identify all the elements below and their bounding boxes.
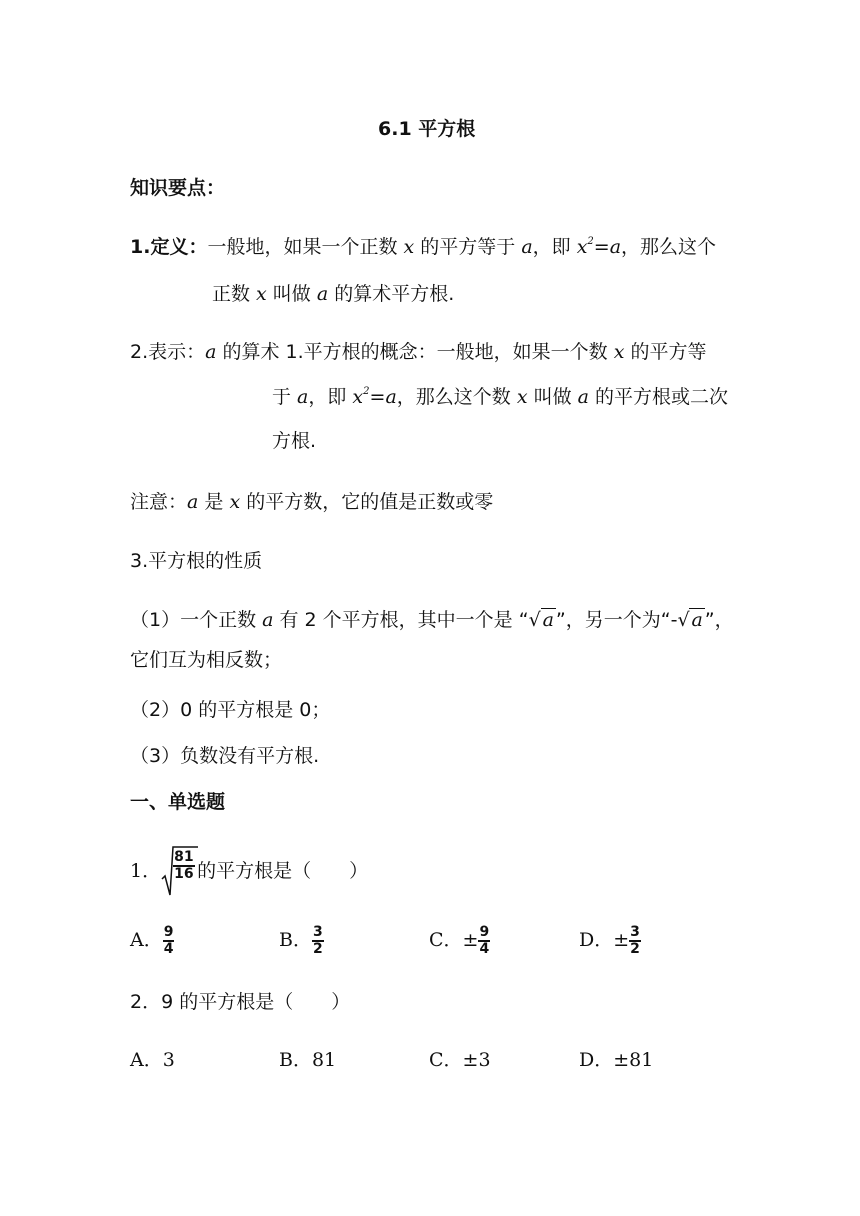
option-label: C． [429,929,463,951]
option-value: ±81 [613,1049,654,1071]
var-a: a [187,491,199,513]
sqrt-a [529,607,556,633]
q1-option-a[interactable] [130,925,174,957]
text: 2.表示： [130,341,206,363]
property-1-line-1 [130,607,734,633]
var-a: a [521,236,533,258]
text: 叫做 [266,283,317,305]
question-text: 的平方根是（ ） [197,860,369,882]
fraction [163,925,175,957]
text: 叫做 [527,386,578,408]
text: 注意： [130,491,188,513]
definition-line-1 [130,234,716,264]
text: 有 2 个平方根，其中一个是 “ [273,609,529,631]
option-label: B． [279,929,312,951]
property-3: （3）负数没有平方根. [130,745,320,767]
q2-option-b[interactable] [279,1045,336,1075]
property-1-line-2: 它们互为相反数； [130,649,283,671]
var-a: a [542,609,554,631]
representation-line-1 [130,339,706,365]
var-a: a [691,609,703,631]
text: ”， [704,609,734,631]
var-a: a [385,386,397,408]
denominator: 16 [174,866,194,882]
radical-sign: √ [677,609,690,631]
properties-heading: 3.平方根的性质 [130,550,263,572]
sqrt-a [677,607,704,633]
q1-option-d[interactable] [579,925,641,957]
var-a: a [297,386,309,408]
text: 的平方等 [624,341,707,363]
text: （1）一个正数 [130,609,263,631]
option-label: D． [579,929,614,951]
property-2: （2）0 的平方根是 0； [130,699,331,721]
representation-line-3: 方根. [272,430,317,452]
text: ，那么这个数 [396,386,517,408]
numerator: 3 [312,924,323,940]
var-a: a [205,341,217,363]
q1-option-c[interactable] [429,925,490,957]
denominator: 4 [479,941,490,957]
fraction [173,850,194,882]
question-1 [130,845,368,897]
exponent: 2 [363,386,370,397]
var-x: x [256,283,267,305]
note-line [130,489,493,515]
q2-option-d[interactable] [579,1045,653,1075]
fraction [478,925,490,957]
var-x: x [516,386,528,408]
q1-option-b[interactable] [279,925,324,957]
text: 的算术平方根. [328,283,455,305]
option-prefix: ± [462,929,479,951]
equals: = [369,386,386,408]
representation-line-2 [272,384,728,414]
text: ，即 [308,386,353,408]
q2-option-a[interactable] [130,1045,175,1075]
text: 的平方等于 [414,236,522,258]
equals: = [593,236,610,258]
option-label: B． [279,1049,312,1071]
var-x: x [229,491,241,513]
numerator: 9 [479,924,490,940]
page-title: 6.1 平方根 [378,118,476,140]
var-x: x [352,386,364,408]
var-a: a [316,283,329,305]
var-x: x [613,341,625,363]
option-value: 81 [311,1049,337,1071]
fraction [629,925,641,957]
exponent: 2 [587,236,594,247]
knowledge-heading: 知识要点： [130,177,226,199]
option-label: D． [579,1049,614,1071]
denominator: 2 [630,941,640,957]
radical-sign: √ [528,609,541,631]
text: 的平方根或二次 [588,386,728,408]
text: 的算术 1.平方根的概念：一般地，如果一个数 [216,341,614,363]
var-x: x [576,236,588,258]
text: 是 [198,491,230,513]
text: ”，另一个为“- [555,609,678,631]
option-value: ±3 [462,1049,491,1071]
q2-option-c[interactable] [429,1045,491,1075]
option-label: A． [130,929,163,951]
definition-label: 1.定义： [130,236,208,258]
question-2: 2．9 的平方根是（ ） [130,991,351,1013]
definition-line-2 [212,281,454,307]
var-a: a [609,236,622,258]
text: ，那么这个 [621,236,717,258]
text: 于 [272,386,298,408]
text: 的平方数，它的值是正数或零 [240,491,494,513]
text: 一般地，如果一个正数 [207,236,404,258]
denominator: 4 [163,941,174,957]
text: ，即 [532,236,577,258]
section-heading: 一、单选题 [130,791,226,813]
text: 正数 [212,283,257,305]
var-a: a [577,386,589,408]
option-label: A． [130,1049,163,1071]
numerator: 3 [630,924,640,940]
fraction [312,925,324,957]
denominator: 2 [312,941,323,957]
var-x: x [403,236,415,258]
option-value: 3 [162,1049,175,1071]
question-number: 1． [130,860,162,882]
option-label: C． [429,1049,463,1071]
numerator: 9 [163,924,174,940]
numerator: 81 [174,849,194,865]
option-prefix: ± [613,929,630,951]
var-a: a [262,609,274,631]
sqrt-fraction [161,845,197,897]
